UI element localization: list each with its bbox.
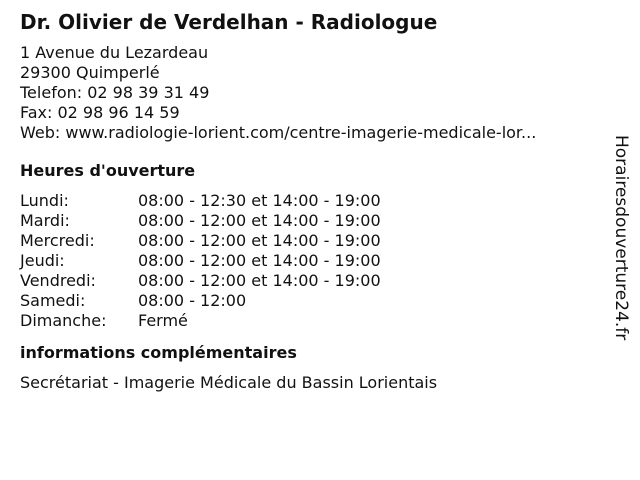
site-watermark: Horairesdouverture24.fr — [611, 135, 631, 341]
hours-row-saturday — [20, 291, 381, 311]
day-label: Dimanche: — [20, 311, 107, 330]
hours-row-wednesday — [20, 231, 381, 251]
time-value: Fermé — [138, 311, 188, 330]
page-title: Dr. Olivier de Verdelhan - Radiologue — [20, 10, 438, 34]
time-value: 08:00 - 12:30 et 14:00 - 19:00 — [138, 191, 381, 210]
day-label: Mardi: — [20, 211, 70, 230]
address-block — [20, 43, 600, 143]
extra-info-heading: informations complémentaires — [20, 343, 297, 362]
time-value: 08:00 - 12:00 et 14:00 - 19:00 — [138, 251, 381, 270]
phone-number: Telefon: 02 98 39 31 49 — [20, 83, 210, 102]
city-postal: 29300 Quimperlé — [20, 63, 160, 82]
hours-row-sunday — [20, 311, 381, 331]
time-value: 08:00 - 12:00 — [138, 291, 247, 310]
day-label: Lundi: — [20, 191, 69, 210]
street-address: 1 Avenue du Lezardeau — [20, 43, 209, 62]
website-link[interactable]: Web: www.radiologie-lorient.com/centre-imagerie-medicale-lor... — [20, 123, 537, 142]
hours-heading: Heures d'ouverture — [20, 161, 196, 180]
day-label: Mercredi: — [20, 231, 95, 250]
time-value: 08:00 - 12:00 et 14:00 - 19:00 — [138, 271, 381, 290]
hours-table — [20, 191, 381, 331]
day-label: Samedi: — [20, 291, 86, 310]
extra-info-text: Secrétariat - Imagerie Médicale du Bassin Lorientais — [20, 373, 438, 392]
hours-row-thursday — [20, 251, 381, 271]
time-value: 08:00 - 12:00 et 14:00 - 19:00 — [138, 211, 381, 230]
fax-number: Fax: 02 98 96 14 59 — [20, 103, 180, 122]
hours-row-friday — [20, 271, 381, 291]
time-value: 08:00 - 12:00 et 14:00 - 19:00 — [138, 231, 381, 250]
hours-row-tuesday — [20, 211, 381, 231]
hours-row-monday — [20, 191, 381, 211]
day-label: Vendredi: — [20, 271, 96, 290]
day-label: Jeudi: — [20, 251, 65, 270]
business-card — [20, 9, 600, 393]
